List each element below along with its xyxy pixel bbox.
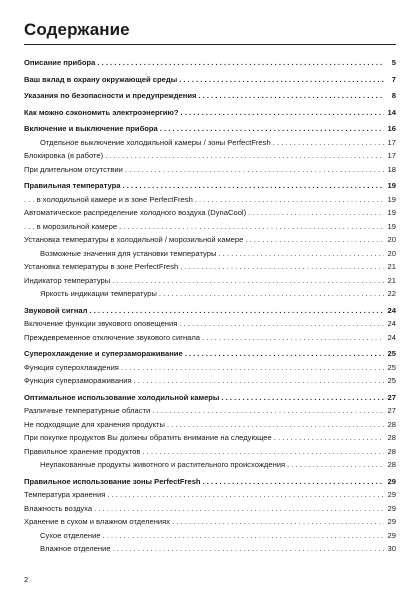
toc-entry-label: Температура хранения — [24, 490, 106, 499]
toc-entry[interactable] — [24, 418, 396, 432]
toc-entry-page: 21 — [387, 262, 396, 271]
toc-entry-label: Блокировка (в работе) — [24, 151, 104, 160]
toc-entry-label: Установка температуры в холодильной / морозильной камере — [24, 235, 244, 244]
toc-dot-leader — [119, 220, 384, 234]
toc-entry-label: Влажность воздуха — [24, 503, 93, 513]
toc-entry[interactable] — [24, 361, 396, 375]
toc-entry-page: 25 — [387, 349, 396, 358]
toc-dot-leader — [172, 515, 384, 529]
toc-entry-label: . . . в морозильной камере — [24, 221, 118, 231]
toc-section-entry[interactable] — [24, 304, 396, 318]
toc-entry-label: Включение функции звукового оповещения — [24, 319, 178, 328]
toc-entry-page: 28 — [387, 446, 396, 456]
toc-entry-label: Включение и выключение прибора — [24, 124, 158, 133]
toc-entry[interactable] — [24, 502, 396, 516]
toc-entry-page: 29 — [387, 530, 396, 540]
toc-section-entry[interactable] — [24, 122, 396, 136]
toc-dot-leader — [167, 418, 384, 432]
toc-dot-leader — [142, 445, 384, 459]
toc-entry-page: 29 — [387, 503, 396, 513]
toc-section-entry[interactable] — [24, 89, 396, 103]
toc-entry-label: Отдельное выключение холодильной камеры / зоны PerfectFresh — [40, 137, 271, 147]
toc-dot-leader — [203, 475, 384, 489]
toc-entry-label: Функция суперзамораживания — [24, 376, 132, 385]
toc-entry-page: 25 — [387, 362, 396, 372]
toc-dot-leader — [123, 179, 384, 193]
toc-entry-page: 30 — [387, 544, 396, 553]
toc-dot-leader — [195, 193, 384, 207]
toc-entry-label: Описание прибора — [24, 58, 96, 67]
toc-entry[interactable] — [24, 206, 396, 220]
toc-dot-leader — [198, 89, 384, 103]
toc-dot-leader — [245, 233, 384, 247]
toc-entry-page: 8 — [391, 91, 396, 100]
toc-entry-page: 18 — [387, 164, 396, 174]
toc-section-entry[interactable] — [24, 56, 396, 70]
toc-entry-page: 24 — [387, 305, 396, 315]
toc-dot-leader — [94, 502, 384, 516]
toc-entry-page: 28 — [387, 433, 396, 442]
toc-entry[interactable] — [24, 488, 396, 502]
toc-dot-leader — [179, 73, 384, 87]
toc-dot-leader — [221, 391, 384, 405]
toc-entry-label: Неупакованные продукты животного и растительного происхождения — [40, 460, 286, 469]
toc-entry-page: 27 — [387, 406, 396, 415]
toc-dot-leader — [273, 136, 384, 150]
toc-dot-leader — [134, 374, 384, 388]
toc-dot-leader — [287, 458, 384, 472]
toc-entry-page: 19 — [387, 208, 396, 217]
toc-entry[interactable] — [24, 374, 396, 388]
toc-section-entry[interactable] — [24, 391, 396, 405]
toc-entry-page: 25 — [387, 376, 396, 385]
toc-entry-page: 27 — [387, 392, 396, 402]
toc-entry[interactable] — [24, 404, 396, 418]
toc-entry-label: Правильная температура — [24, 181, 121, 190]
toc-entry-label: Яркость индикации температуры — [40, 289, 157, 298]
toc-dot-leader — [180, 260, 384, 274]
toc-dot-leader — [113, 542, 384, 556]
toc-entry-label: При длительном отсутствии — [24, 164, 123, 174]
toc-entry-label: Сухое отделение — [40, 530, 101, 540]
toc-entry-label: Оптимальное использование холодильной камеры — [24, 392, 220, 402]
toc-entry-label: Возможные значения для установки температуры — [40, 248, 217, 258]
table-of-contents — [24, 56, 396, 556]
toc-dot-leader — [125, 163, 384, 177]
toc-entry-page: 29 — [387, 490, 396, 499]
toc-dot-leader — [89, 304, 384, 318]
toc-dot-leader — [179, 317, 384, 331]
toc-entry-label: Хранение в сухом и влажном отделениях — [24, 517, 171, 526]
toc-entry[interactable] — [24, 149, 396, 163]
toc-entry[interactable] — [24, 163, 396, 177]
toc-entry-label: Автоматическое распределение холодного воздуха (DynaCool) — [24, 208, 247, 217]
toc-section-entry[interactable] — [24, 475, 396, 489]
toc-entry-label: Правильное использование зоны PerfectFresh — [24, 476, 201, 486]
toc-entry-page: 16 — [387, 124, 396, 133]
toc-entry-label: Указания по безопасности и предупреждения — [24, 91, 197, 100]
toc-entry-page: 19 — [387, 181, 396, 190]
toc-entry-page: 5 — [391, 58, 396, 67]
toc-dot-leader — [103, 529, 384, 543]
toc-entry[interactable] — [24, 317, 396, 331]
title-rule — [24, 44, 396, 45]
toc-entry[interactable] — [24, 193, 396, 207]
toc-entry[interactable] — [24, 287, 396, 301]
toc-entry[interactable] — [24, 515, 396, 529]
toc-dot-leader — [160, 122, 384, 136]
toc-entry-page: 20 — [387, 248, 396, 258]
toc-entry-page: 19 — [387, 221, 396, 231]
toc-dot-leader — [185, 347, 384, 361]
toc-entry-label: Различные температурные области — [24, 406, 151, 415]
toc-entry[interactable] — [24, 458, 396, 472]
toc-entry-label: Не подходящие для хранения продукты — [24, 419, 165, 429]
toc-entry[interactable] — [24, 542, 396, 556]
toc-dot-leader — [274, 431, 384, 445]
toc-entry-page: 28 — [387, 460, 396, 469]
toc-entry-label: Как можно сэкономить электроэнергию? — [24, 107, 179, 117]
toc-entry-page: 29 — [387, 476, 396, 486]
toc-entry-label: Установка температуры в зоне PerfectFresh — [24, 262, 179, 271]
toc-entry-label: Правильное хранение продуктов — [24, 446, 141, 456]
toc-dot-leader — [202, 331, 384, 345]
toc-entry-page: 19 — [387, 194, 396, 204]
toc-dot-leader — [107, 488, 384, 502]
toc-entry-page: 17 — [387, 137, 396, 147]
toc-entry-page: 22 — [387, 289, 396, 298]
toc-entry-page: 24 — [387, 332, 396, 342]
toc-entry-label: Звуковой сигнал — [24, 305, 88, 315]
toc-dot-leader — [121, 361, 384, 375]
toc-entry-page: 21 — [387, 275, 396, 285]
toc-entry-page: 28 — [387, 419, 396, 429]
toc-dot-leader — [112, 274, 384, 288]
toc-entry[interactable] — [24, 136, 396, 150]
toc-entry-page: 7 — [391, 74, 396, 84]
toc-dot-leader — [105, 149, 384, 163]
toc-entry-label: Функция суперохлаждения — [24, 362, 119, 372]
toc-dot-leader — [159, 287, 384, 301]
toc-entry-page: 24 — [387, 319, 396, 328]
toc-section-entry[interactable] — [24, 347, 396, 361]
toc-entry[interactable] — [24, 431, 396, 445]
toc-entry-label: Ваш вклад в охрану окружающей среды — [24, 74, 178, 84]
toc-entry-label: При покупке продуктов Вы должны обратить внимание на следующее — [24, 433, 272, 442]
toc-entry-page: 14 — [387, 107, 396, 117]
toc-entry-label: Преждевременное отключение звукового сигнала — [24, 332, 201, 342]
toc-entry-page: 20 — [387, 235, 396, 244]
toc-entry[interactable] — [24, 331, 396, 345]
toc-dot-leader — [181, 106, 384, 120]
toc-section-entry[interactable] — [24, 106, 396, 120]
page-number: 2 — [24, 575, 29, 584]
toc-dot-leader — [218, 247, 384, 261]
toc-entry-label: Индикатор температуры — [24, 275, 111, 285]
toc-entry-page: 29 — [387, 517, 396, 526]
toc-section-entry[interactable] — [24, 73, 396, 87]
toc-entry[interactable] — [24, 529, 396, 543]
toc-entry-label: Влажное отделение — [40, 544, 111, 553]
toc-dot-leader — [152, 404, 384, 418]
toc-entry[interactable] — [24, 445, 396, 459]
toc-entry-label: . . . в холодильной камере и в зоне PerfectFresh — [24, 194, 193, 204]
toc-entry[interactable] — [24, 247, 396, 261]
toc-dot-leader — [97, 56, 384, 70]
toc-section-entry[interactable] — [24, 179, 396, 193]
toc-dot-leader — [248, 206, 384, 220]
page-title: Содержание — [24, 20, 130, 39]
toc-entry[interactable] — [24, 220, 396, 234]
toc-entry[interactable] — [24, 260, 396, 274]
toc-entry[interactable] — [24, 233, 396, 247]
toc-entry[interactable] — [24, 274, 396, 288]
toc-entry-page: 17 — [387, 151, 396, 160]
toc-entry-label: Суперохлаждение и суперзамораживание — [24, 349, 183, 358]
